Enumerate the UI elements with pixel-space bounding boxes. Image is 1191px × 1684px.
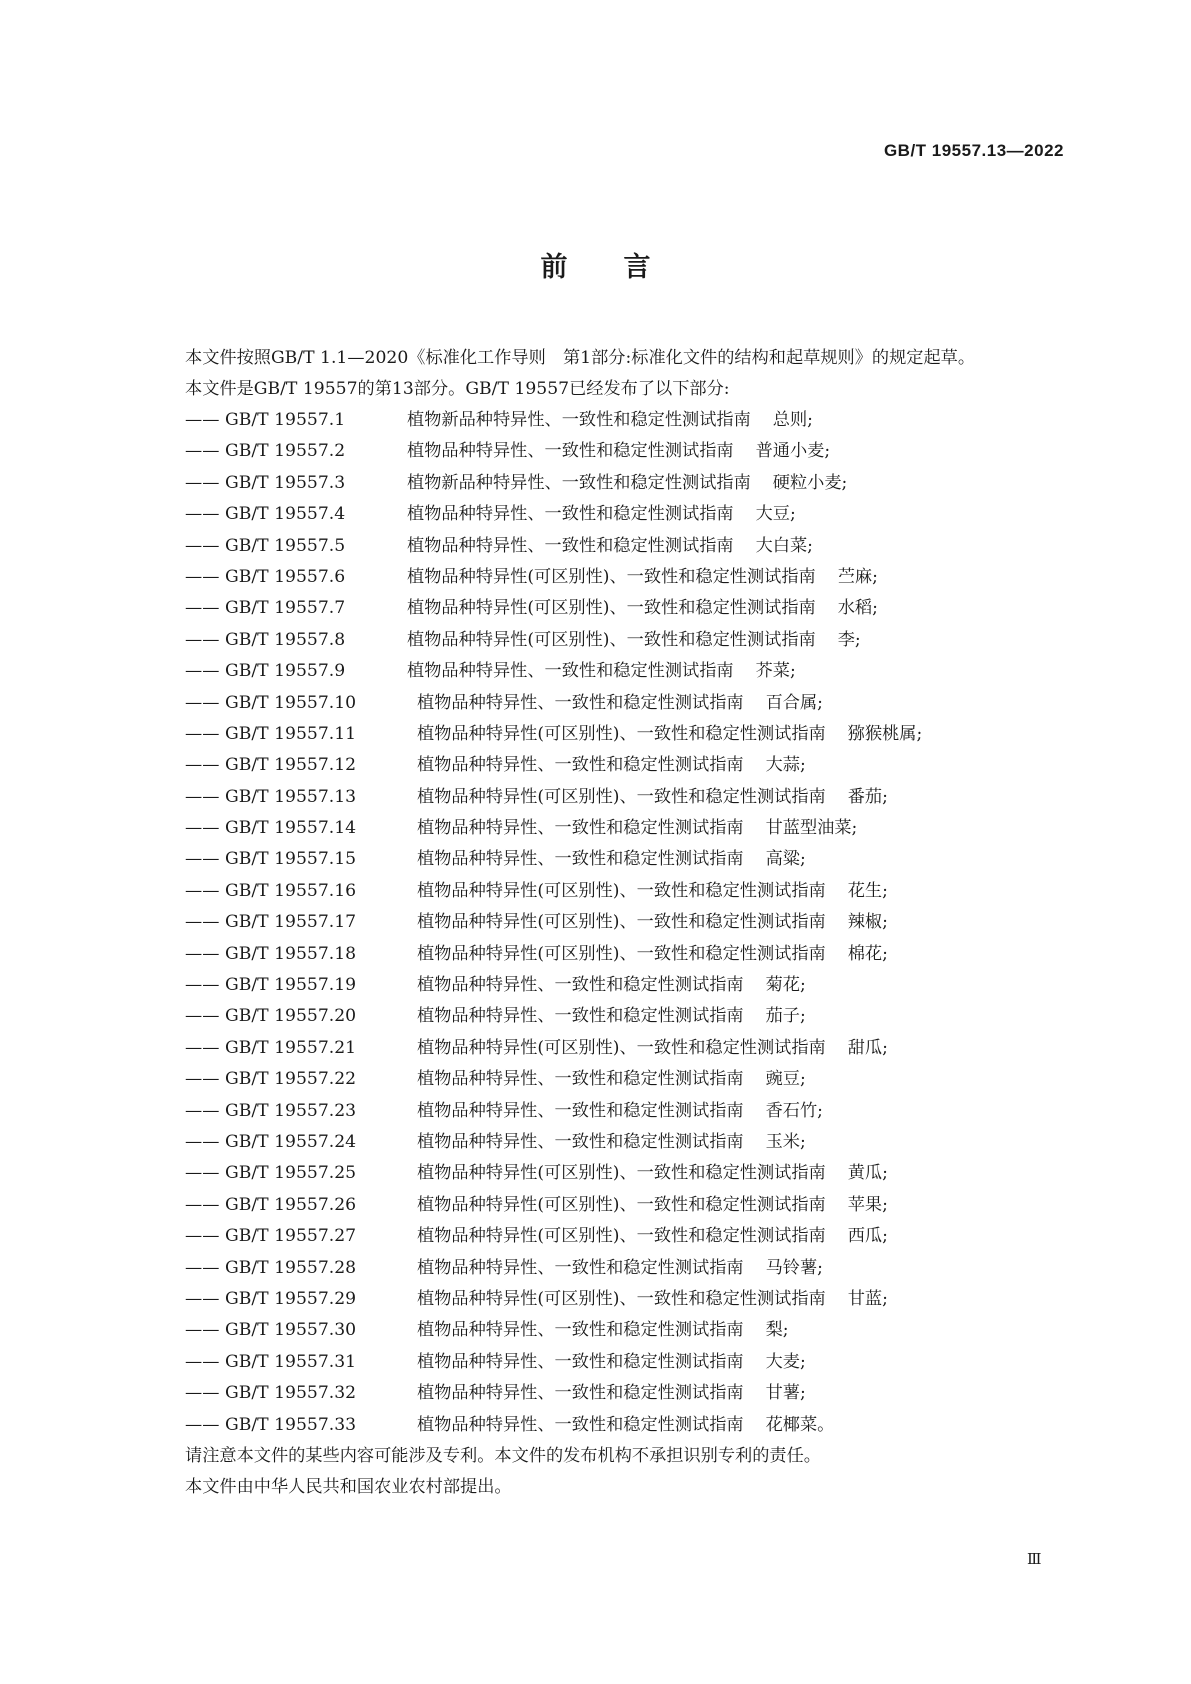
list-item [143,970,1068,1001]
part-subject: 甘蓝; [847,1288,888,1309]
list-dash: —— [185,504,220,525]
part-title: 植物品种特异性(可区别性)、一致性和稳定性测试指南 [417,943,826,964]
list-item [143,1221,1068,1252]
part-subject: 玉米; [765,1131,806,1152]
part-subject: 猕猴桃属; [847,723,923,744]
part-code: GB/T 19557.28 [225,1257,357,1278]
part-code: GB/T 19557.22 [225,1069,357,1090]
part-title: 植物品种特异性、一致性和稳定性测试指南 [417,1257,744,1278]
list-item [143,562,1068,593]
part-subject: 甘蓝型油菜; [765,818,858,839]
part-code: GB/T 19557.17 [225,912,357,933]
part-subject: 苹果; [847,1194,888,1215]
list-dash: —— [185,1288,220,1309]
part-code: GB/T 19557.33 [225,1414,357,1435]
part-title: 植物品种特异性(可区别性)、一致性和稳定性测试指南 [417,880,826,901]
part-subject: 大白菜; [755,535,813,556]
list-dash: —— [185,1257,220,1278]
part-subject: 花生; [847,880,888,901]
part-code: GB/T 19557.5 [225,535,346,556]
part-subject: 总则; [772,410,813,430]
list-dash: —— [185,818,220,839]
part-title: 植物品种特异性、一致性和稳定性测试指南 [417,849,744,870]
list-item [143,1096,1068,1127]
list-item [143,750,1068,781]
part-code: GB/T 19557.23 [225,1100,357,1121]
part-subject: 花椰菜。 [765,1414,835,1435]
list-item [143,1315,1068,1346]
part-subject: 甘薯; [765,1383,806,1404]
list-dash: —— [185,566,220,587]
part-code: GB/T 19557.2 [225,441,346,462]
part-code: GB/T 19557.6 [225,566,346,587]
part-code: GB/T 19557.10 [225,692,357,713]
part-title: 植物品种特异性(可区别性)、一致性和稳定性测试指南 [417,912,826,933]
part-code: GB/T 19557.13 [225,786,357,807]
patent-notice: 请注意本文件的某些内容可能涉及专利。本文件的发布机构不承担识别专利的责任。 [185,1445,821,1466]
part-code: GB/T 19557.12 [225,755,357,776]
part-subject: 大麦; [765,1351,806,1372]
list-item [143,436,1068,467]
list-dash: —— [185,880,220,901]
list-dash: —— [185,912,220,933]
list-dash: —— [185,441,220,462]
part-subject: 百合属; [765,692,823,713]
part-code: GB/T 19557.9 [225,661,346,682]
list-dash: —— [185,1414,220,1435]
part-subject: 辣椒; [847,912,888,933]
list-item [143,844,1068,875]
part-subject: 芥菜; [755,661,796,682]
part-subject: 梨; [765,1320,789,1341]
part-title: 植物品种特异性、一致性和稳定性测试指南 [407,441,734,462]
list-dash: —— [185,1194,220,1215]
part-subject: 大蒜; [765,755,806,776]
part-title: 植物新品种特异性、一致性和稳定性测试指南 [407,410,751,430]
part-subject: 西瓜; [847,1226,888,1247]
list-item [143,939,1068,970]
part-code: GB/T 19557.27 [225,1226,357,1247]
list-dash: —— [185,472,220,493]
list-dash: —— [185,661,220,682]
list-dash: —— [185,1351,220,1372]
part-subject: 香石竹; [765,1100,823,1121]
part-code: GB/T 19557.7 [225,598,346,619]
part-code: GB/T 19557.32 [225,1383,357,1404]
list-item [143,1127,1068,1158]
list-item [143,907,1068,938]
list-dash: —— [185,629,220,650]
list-dash: —— [185,1226,220,1247]
parts-list [143,405,1068,1441]
list-dash: —— [185,786,220,807]
list-dash: —— [185,723,220,744]
part-code: GB/T 19557.14 [225,818,357,839]
part-title: 植物品种特异性(可区别性)、一致性和稳定性测试指南 [407,629,816,650]
list-dash: —— [185,943,220,964]
list-dash: —— [185,1037,220,1058]
part-code: GB/T 19557.29 [225,1288,357,1309]
part-title: 植物品种特异性(可区别性)、一致性和稳定性测试指南 [417,1037,826,1058]
part-code: GB/T 19557.18 [225,943,357,964]
part-subject: 硬粒小麦; [772,472,848,493]
part-subject: 菊花; [765,975,806,996]
list-item [143,813,1068,844]
list-dash: —— [185,755,220,776]
part-title: 植物品种特异性(可区别性)、一致性和稳定性测试指南 [417,723,826,744]
part-title: 植物品种特异性、一致性和稳定性测试指南 [417,1100,744,1121]
page-title: 前言 [540,252,707,283]
part-code: GB/T 19557.26 [225,1194,357,1215]
part-title: 植物品种特异性、一致性和稳定性测试指南 [417,1414,744,1435]
list-dash: —— [185,1006,220,1027]
part-title: 植物新品种特异性、一致性和稳定性测试指南 [407,472,751,493]
list-item [143,1347,1068,1378]
part-title: 植物品种特异性(可区别性)、一致性和稳定性测试指南 [417,1194,826,1215]
part-title: 植物品种特异性(可区别性)、一致性和稳定性测试指南 [407,566,816,587]
list-item [143,1064,1068,1095]
list-item [143,1158,1068,1189]
list-item [143,499,1068,530]
part-title: 植物品种特异性、一致性和稳定性测试指南 [417,1131,744,1152]
part-subject: 普通小麦; [755,441,831,462]
list-dash: —— [185,410,220,430]
part-code: GB/T 19557.21 [225,1037,357,1058]
part-subject: 大豆; [755,504,796,525]
list-dash: —— [185,535,220,556]
part-title: 植物品种特异性、一致性和稳定性测试指南 [407,661,734,682]
part-code: GB/T 19557.1 [225,410,346,430]
list-dash: —— [185,1131,220,1152]
list-item [143,405,1068,436]
list-item [143,531,1068,562]
part-title: 植物品种特异性(可区别性)、一致性和稳定性测试指南 [417,1288,826,1309]
part-subject: 甜瓜; [847,1037,888,1058]
list-item [143,593,1068,624]
part-code: GB/T 19557.4 [225,504,346,525]
part-title: 植物品种特异性、一致性和稳定性测试指南 [417,1069,744,1090]
list-dash: —— [185,849,220,870]
list-item [143,688,1068,719]
part-code: GB/T 19557.30 [225,1320,357,1341]
part-subject: 苎麻; [837,566,878,587]
part-subject: 马铃薯; [765,1257,823,1278]
list-item [143,719,1068,750]
part-subject: 李; [837,629,861,650]
intro-paragraph-1: 本文件按照GB/T 1.1—2020《标准化工作导则 第1部分:标准化文件的结构和起草规则》的规定起草。 [185,348,976,368]
list-item [143,1253,1068,1284]
part-subject: 水稻; [837,598,878,619]
part-title: 植物品种特异性、一致性和稳定性测试指南 [417,818,744,839]
part-subject: 豌豆; [765,1069,806,1090]
list-dash: —— [185,692,220,713]
part-code: GB/T 19557.31 [225,1351,357,1372]
list-dash: —— [185,1320,220,1341]
part-title: 植物品种特异性、一致性和稳定性测试指南 [417,1006,744,1027]
part-code: GB/T 19557.25 [225,1163,357,1184]
part-title: 植物品种特异性、一致性和稳定性测试指南 [407,535,734,556]
list-item [143,1033,1068,1064]
part-code: GB/T 19557.20 [225,1006,357,1027]
list-item [143,1001,1068,1032]
part-title: 植物品种特异性、一致性和稳定性测试指南 [417,692,744,713]
page-number: Ⅲ [1027,1550,1042,1568]
document-body [143,343,1068,1503]
part-title: 植物品种特异性、一致性和稳定性测试指南 [417,1383,744,1404]
proposer-statement: 本文件由中华人民共和国农业农村部提出。 [185,1476,512,1497]
part-title: 植物品种特异性(可区别性)、一致性和稳定性测试指南 [417,1163,826,1184]
part-code: GB/T 19557.3 [225,472,346,493]
intro-paragraph-2: 本文件是GB/T 19557的第13部分。GB/T 19557已经发布了以下部分: [185,379,730,399]
list-item [143,782,1068,813]
list-dash: —— [185,1383,220,1404]
list-item [143,656,1068,687]
part-code: GB/T 19557.15 [225,849,357,870]
part-title: 植物品种特异性(可区别性)、一致性和稳定性测试指南 [417,1226,826,1247]
part-title: 植物品种特异性、一致性和稳定性测试指南 [417,1320,744,1341]
part-subject: 高粱; [765,849,806,870]
list-dash: —— [185,975,220,996]
part-subject: 黄瓜; [847,1163,888,1184]
part-title: 植物品种特异性、一致性和稳定性测试指南 [407,504,734,525]
list-item [143,876,1068,907]
list-item [143,468,1068,499]
part-code: GB/T 19557.11 [225,723,357,744]
part-code: GB/T 19557.24 [225,1131,357,1152]
part-code: GB/T 19557.16 [225,880,357,901]
part-title: 植物品种特异性、一致性和稳定性测试指南 [417,1351,744,1372]
part-code: GB/T 19557.19 [225,975,357,996]
list-dash: —— [185,598,220,619]
part-subject: 茄子; [765,1006,806,1027]
part-subject: 棉花; [847,943,888,964]
list-item [143,1284,1068,1315]
list-item [143,625,1068,656]
list-dash: —— [185,1163,220,1184]
part-title: 植物品种特异性(可区别性)、一致性和稳定性测试指南 [417,786,826,807]
list-item [143,1410,1068,1441]
list-item [143,1378,1068,1409]
part-title: 植物品种特异性、一致性和稳定性测试指南 [417,755,744,776]
part-title: 植物品种特异性(可区别性)、一致性和稳定性测试指南 [407,598,816,619]
part-code: GB/T 19557.8 [225,629,346,650]
part-title: 植物品种特异性、一致性和稳定性测试指南 [417,975,744,996]
list-dash: —— [185,1100,220,1121]
list-dash: —— [185,1069,220,1090]
list-item [143,1190,1068,1221]
standard-code: GB/T 19557.13—2022 [883,141,1064,160]
part-subject: 番茄; [847,786,888,807]
